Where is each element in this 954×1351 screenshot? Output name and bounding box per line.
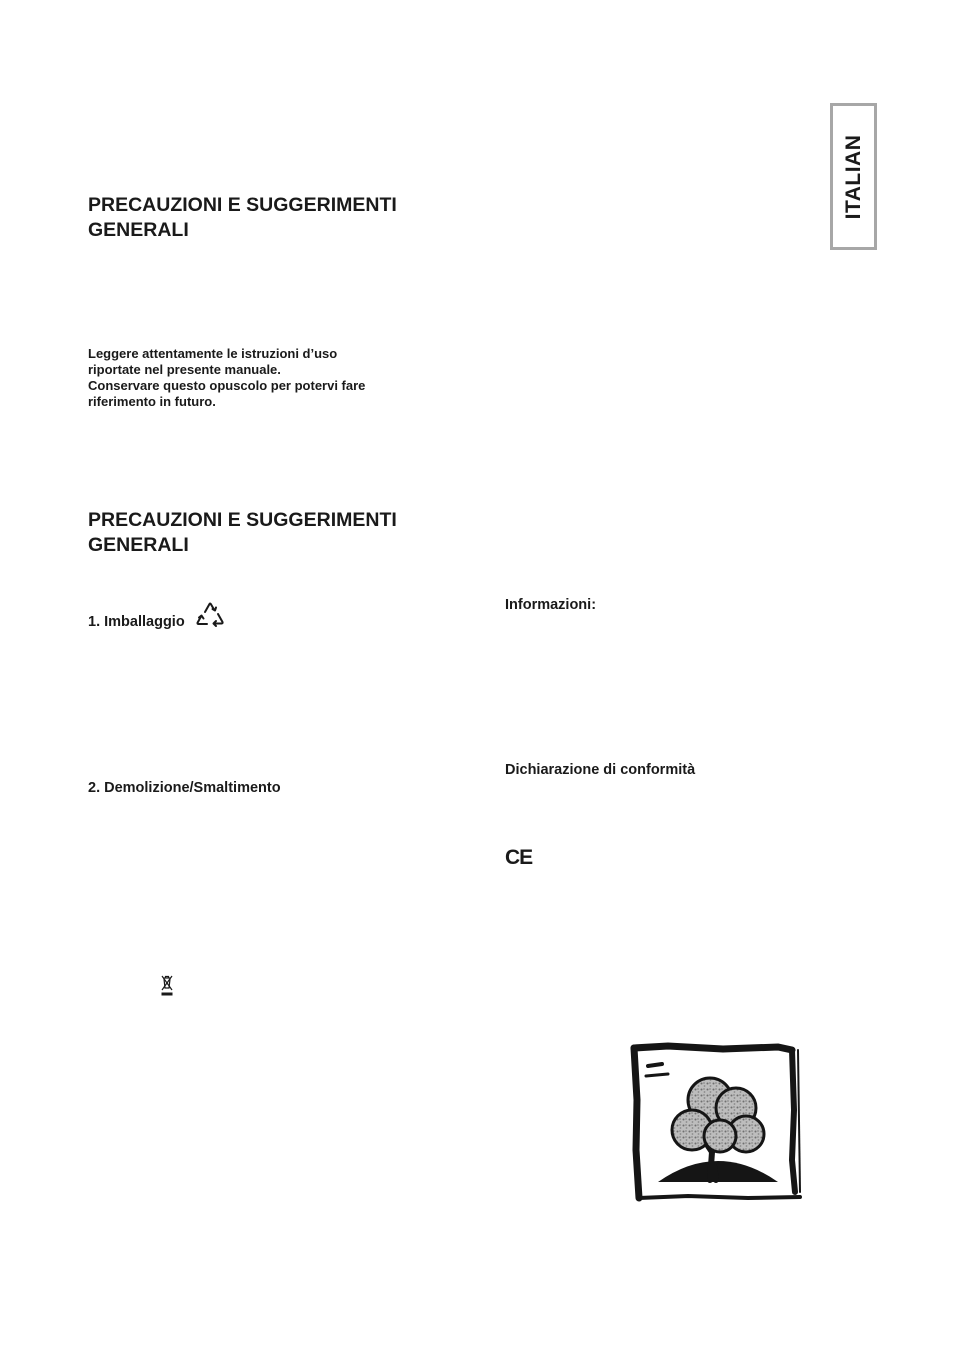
section-title-2-line1: PRECAUZIONI E SUGGERIMENTI xyxy=(88,509,397,531)
ce-mark-icon xyxy=(505,845,535,867)
language-tab-label: ITALIAN xyxy=(841,134,865,219)
intro-paragraph xyxy=(88,346,468,410)
intro-line-2: riportate nel presente manuale. xyxy=(88,362,281,377)
section-title-1-line2: GENERALI xyxy=(88,219,189,241)
ce-mark-text: CE xyxy=(505,846,533,867)
intro-line-1: Leggere attentamente le istruzioni d’uso xyxy=(88,346,338,361)
info-heading: Informazioni: xyxy=(505,597,597,613)
recycle-icon xyxy=(194,600,226,630)
section-title-2-line2: GENERALI xyxy=(88,534,189,556)
packaging-heading: 1. Imballaggio xyxy=(88,614,185,630)
crossed-out-bin-icon xyxy=(160,973,174,997)
language-tab xyxy=(830,103,877,250)
intro-line-4: riferimento in futuro. xyxy=(88,394,216,409)
section-title-1 xyxy=(88,193,508,243)
section-title-2 xyxy=(88,508,508,558)
intro-line-3: Conservare questo opuscolo per potervi fare xyxy=(88,378,366,393)
disposal-heading: 2. Demolizione/Smaltimento xyxy=(88,780,281,796)
conformity-heading: Dichiarazione di conformità xyxy=(505,762,696,778)
section-title-1-line1: PRECAUZIONI E SUGGERIMENTI xyxy=(88,194,397,216)
tree-logo xyxy=(628,1040,808,1204)
